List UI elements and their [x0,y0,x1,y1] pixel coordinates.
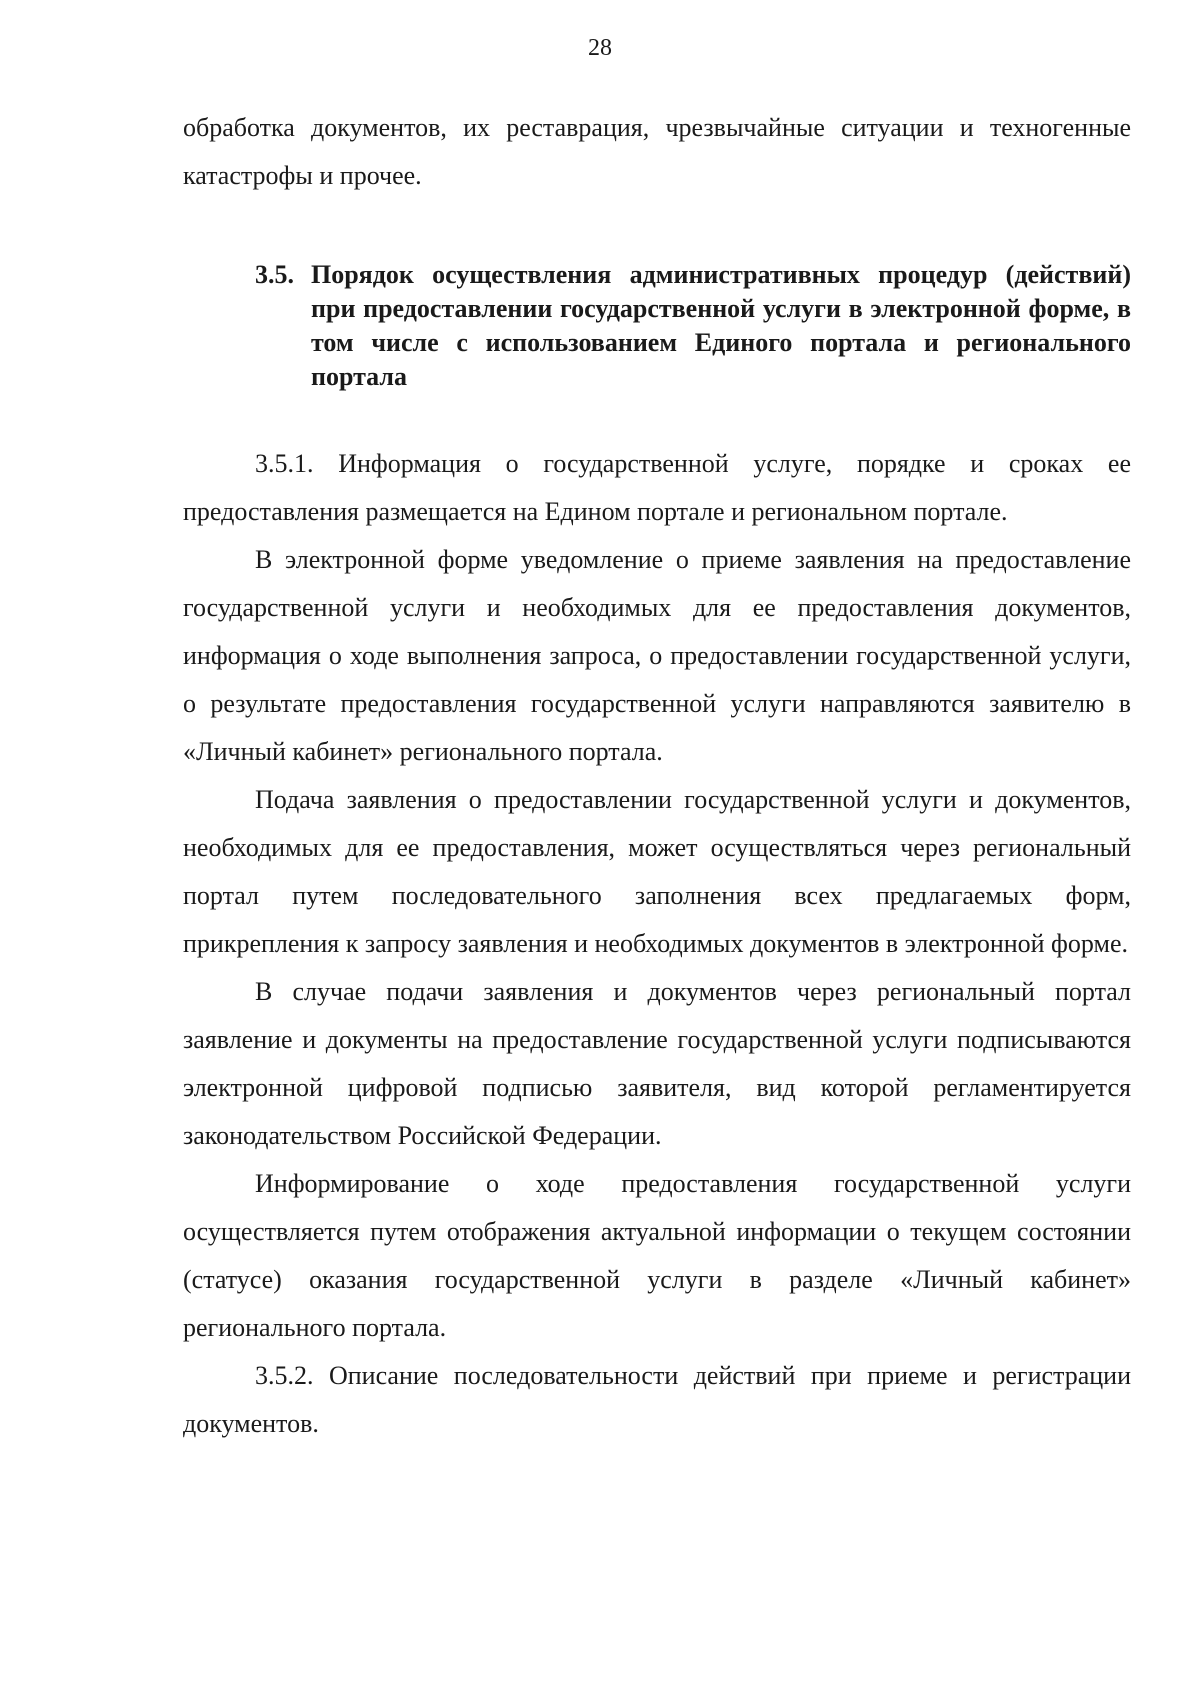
section-heading-number: 3.5. [255,260,294,289]
paragraph-continuation: обработка документов, их реставрация, чрезвычайные ситуации и техногенные катастрофы и прочее. [183,113,1131,190]
document-body [183,104,1131,1448]
paragraph-electronic-notification: В электронной форме уведомление о приеме заявления на предоставление государственной услуги и необходимых для ее предоставления документов, информация о ходе выполнения запроса, о предоставлении государственной услуги, о результате предоставления государственной услуги направляются заявителю в «Личный кабинет» регионального портала. [183,545,1131,766]
paragraph-status-information: Информирование о ходе предоставления государственной услуги осуществляется путем отображения актуальной информации о текущем состоянии (статусе) оказания государственной услуги в разделе «Личный кабинет» регионального портала. [183,1169,1131,1342]
page-number: 28 [588,35,612,61]
section-heading-text: Порядок осуществления административных процедур (действий) при предоставлении государственной услуги в электронной форме, в том числе с использованием Единого портала и регионального портала [311,260,1131,391]
section-heading [183,258,1131,394]
paragraph-3-5-1: 3.5.1. Информация о государственной услуге, порядке и сроках ее предоставления размещается на Едином портале и региональном портале. [183,449,1131,526]
paragraph-application-submission: Подача заявления о предоставлении государственной услуги и документов, необходимых для ее предоставления, может осуществляться через региональный портал путем последовательного заполнения всех предлагаемых форм, прикрепления к запросу заявления и необходимых документов в электронной форме. [183,785,1131,958]
paragraph-digital-signature: В случае подачи заявления и документов через региональный портал заявление и документы на предоставление государственной услуги подписываются электронной цифровой подписью заявителя, вид которой регламентируется законодательством Российской Федерации. [183,977,1131,1150]
paragraph-3-5-2: 3.5.2. Описание последовательности действий при приеме и регистрации документов. [183,1361,1131,1438]
